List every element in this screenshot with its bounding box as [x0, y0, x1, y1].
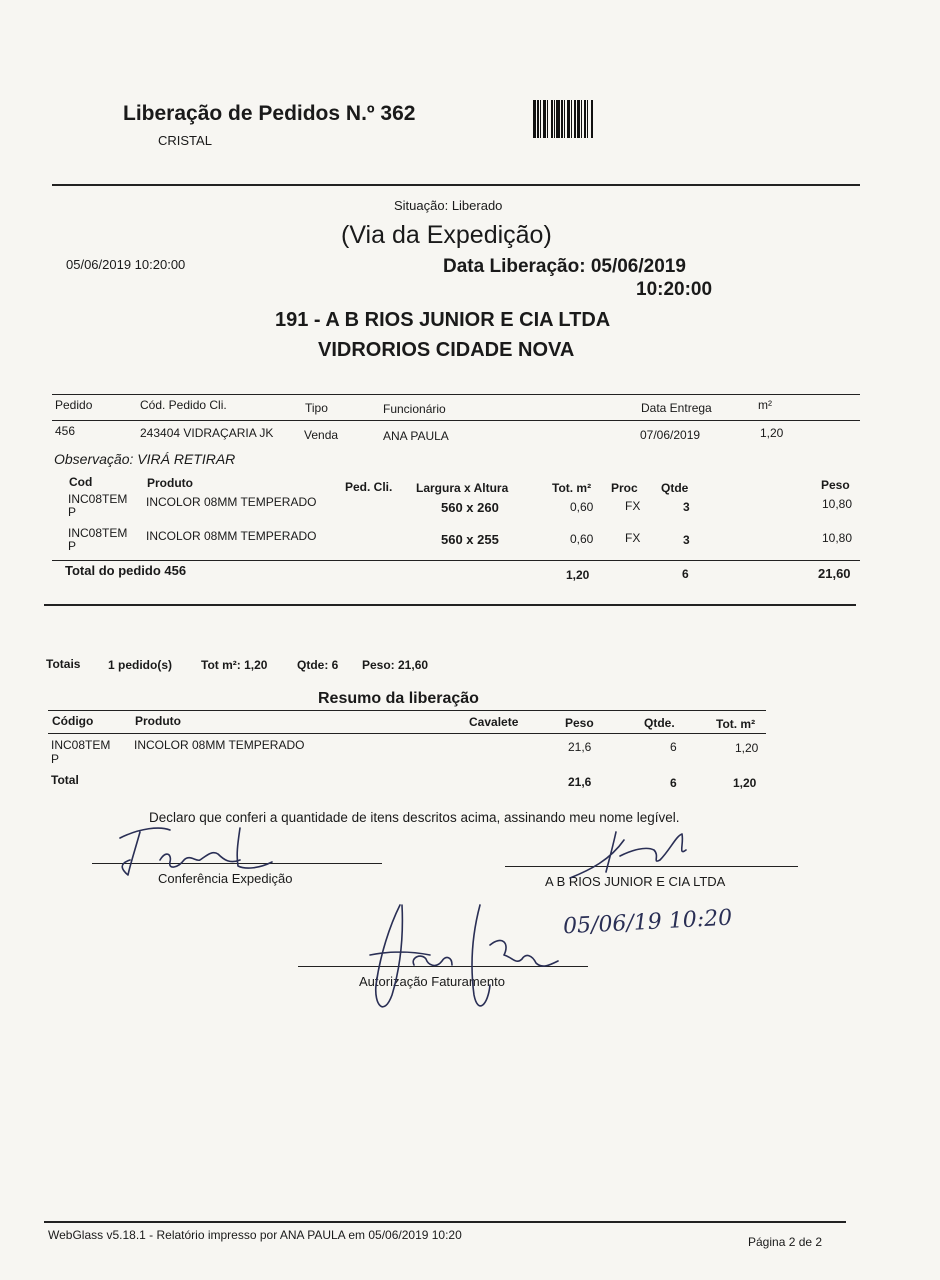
company-signature-label: A B RIOS JUNIOR E CIA LTDA: [545, 874, 726, 889]
handwritten-date: 05/06/19 10:20: [562, 905, 733, 940]
item-cod-suffix: P: [68, 505, 77, 519]
document-title: Liberação de Pedidos N.º 362: [123, 102, 416, 125]
order-pedido: 456: [55, 424, 76, 438]
order-m2: 1,20: [760, 426, 784, 440]
order-data-entrega: 07/06/2019: [640, 428, 701, 442]
col-funcionario: Funcionário: [383, 402, 446, 416]
resumo-peso: 21,6: [568, 740, 592, 754]
order-funcionario: ANA PAULA: [383, 429, 449, 443]
item-col-tot-m2: Tot. m²: [552, 481, 592, 495]
resumo-tot-m2: 1,20: [735, 741, 759, 755]
observacao: Observação: VIRÁ RETIRAR: [54, 451, 236, 467]
col-data-entrega: Data Entrega: [641, 401, 712, 415]
item-col-largura-altura: Largura x Altura: [416, 481, 509, 495]
totais-m2: Tot m²: 1,20: [201, 658, 268, 672]
resumo-header-line: [48, 733, 766, 734]
company-signature-image: [560, 820, 700, 890]
item-tot-m2: 0,60: [570, 532, 594, 546]
autorizacao-signature-image: [340, 895, 570, 1020]
resumo-title: Resumo da liberação: [318, 690, 479, 707]
item-dimensions: 560 x 260: [441, 500, 499, 515]
resumo-col-tot-m2: Tot. m²: [716, 717, 756, 731]
data-liberacao-time: 10:20:00: [636, 279, 713, 300]
item-col-produto: Produto: [147, 476, 193, 490]
order-total-qtde: 6: [682, 567, 689, 581]
resumo-top-line: [48, 710, 766, 711]
item-qtde: 3: [683, 533, 690, 547]
company-short: CRISTAL: [158, 133, 212, 148]
order-header-line: [52, 420, 860, 421]
col-cod-pedido-cli: Cód. Pedido Cli.: [140, 398, 227, 412]
item-qtde: 3: [683, 500, 690, 514]
item-proc: FX: [625, 499, 641, 513]
item-cod: INC08TEM: [68, 492, 128, 506]
resumo-qtde: 6: [670, 740, 677, 754]
client-name: 191 - A B RIOS JUNIOR E CIA LTDA: [275, 309, 611, 331]
resumo-col-qtde: Qtde.: [644, 716, 675, 730]
printed-datetime: 05/06/2019 10:20:00: [66, 257, 186, 272]
conferencia-label: Conferência Expedição: [158, 871, 293, 886]
resumo-col-cavalete: Cavalete: [469, 715, 519, 729]
resumo-col-produto: Produto: [135, 714, 181, 728]
order-total-peso: 21,60: [818, 566, 851, 581]
item-cod-suffix: P: [68, 539, 77, 553]
declaration-text: Declaro que conferi a quantidade de itens descritos acima, assinando meu nome legível.: [149, 810, 680, 825]
col-m2: m²: [758, 398, 772, 412]
resumo-codigo-suffix: P: [51, 752, 60, 766]
item-proc: FX: [625, 531, 641, 545]
col-pedido: Pedido: [55, 398, 93, 412]
order-tipo: Venda: [304, 428, 339, 442]
resumo-total-label: Total: [51, 773, 79, 787]
order-total-label: Total do pedido 456: [65, 563, 187, 578]
item-peso: 10,80: [822, 497, 853, 511]
conferencia-signature-image: [100, 820, 293, 890]
resumo-total-peso: 21,6: [568, 775, 592, 789]
order-top-line: [52, 394, 860, 395]
totais-peso: Peso: 21,60: [362, 658, 429, 672]
item-col-qtde: Qtde: [661, 481, 689, 495]
client-store: VIDRORIOS CIDADE NOVA: [318, 339, 575, 361]
autorizacao-label: Autorização Faturamento: [359, 974, 505, 989]
item-col-ped-cli: Ped. Cli.: [345, 480, 393, 494]
header-divider: [52, 184, 860, 186]
item-col-cod: Cod: [69, 475, 93, 489]
resumo-total-tot-m2: 1,20: [733, 776, 757, 790]
item-col-peso: Peso: [821, 478, 850, 492]
item-produto: INCOLOR 08MM TEMPERADO: [146, 529, 317, 543]
item-col-proc: Proc: [611, 481, 638, 495]
resumo-col-peso: Peso: [565, 716, 594, 730]
footer-printed-by: WebGlass v5.18.1 - Relatório impresso por ANA PAULA em 05/06/2019 10:20: [48, 1228, 462, 1242]
totais-pedidos: 1 pedido(s): [108, 658, 173, 672]
totais-label: Totais: [46, 657, 81, 671]
order-bottom-line: [44, 604, 856, 606]
item-cod: INC08TEM: [68, 526, 128, 540]
footer-page-number: Página 2 de 2: [748, 1235, 823, 1249]
situacao-text: Situação: Liberado: [394, 198, 503, 213]
item-peso: 10,80: [822, 531, 853, 545]
resumo-total-qtde: 6: [670, 776, 677, 790]
order-cod-pedido-cli: 243404 VIDRAÇARIA JK: [140, 426, 274, 440]
resumo-produto: INCOLOR 08MM TEMPERADO: [134, 738, 305, 752]
item-dimensions: 560 x 255: [441, 532, 499, 547]
order-total-m2: 1,20: [566, 568, 590, 582]
item-produto: INCOLOR 08MM TEMPERADO: [146, 495, 317, 509]
barcode-image: [533, 100, 656, 138]
resumo-col-codigo: Código: [52, 714, 94, 728]
col-tipo: Tipo: [305, 401, 328, 415]
item-tot-m2: 0,60: [570, 500, 594, 514]
data-liberacao: Data Liberação: 05/06/2019: [443, 256, 686, 277]
via-title: (Via da Expedição): [341, 221, 552, 249]
resumo-codigo: INC08TEM: [51, 738, 111, 752]
order-items-line: [52, 560, 860, 561]
totais-qtde: Qtde: 6: [297, 658, 339, 672]
footer-line: [44, 1221, 846, 1223]
